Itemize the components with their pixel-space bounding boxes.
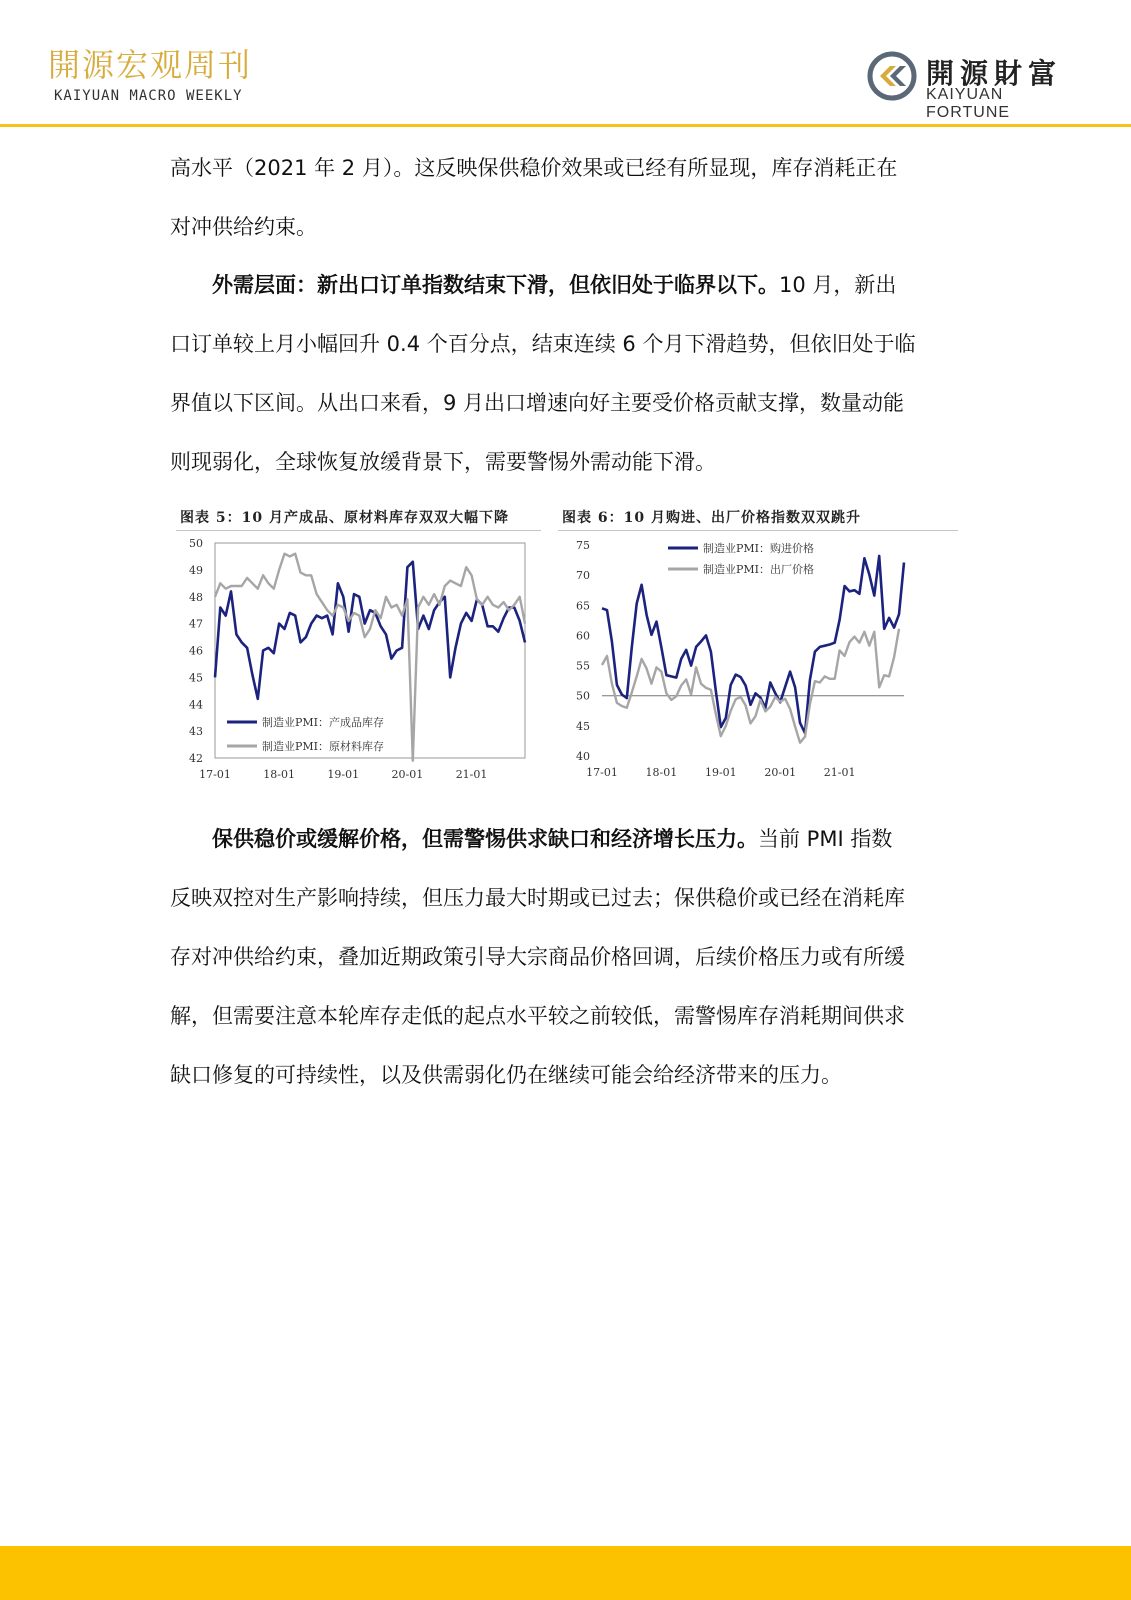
chart-title: 图表 5：10 月产成品、原材料库存双双大幅下降: [180, 510, 509, 526]
y-tick-label: 50: [189, 537, 203, 550]
text-line: 界值以下区间。从出口来看，9 月出口增速向好主要受价格贡献支撑，数量动能: [170, 391, 905, 415]
text-run: 当前 PMI 指数: [758, 827, 893, 851]
paragraph-heading: 保供稳价或缓解价格，但需警惕供求缺口和经济增长压力。: [212, 827, 758, 851]
y-tick-label: 75: [576, 539, 590, 552]
paragraph-conclusion: [170, 810, 962, 1105]
series-line: [602, 556, 904, 733]
header-divider: [0, 124, 1131, 127]
chart-title: 图表 6：10 月购进、出厂价格指数双双跳升: [562, 510, 861, 526]
legend-label: 制造业PMI：出厂价格: [703, 563, 815, 576]
x-tick-label: 21-01: [823, 766, 856, 779]
x-tick-label: 18-01: [645, 766, 678, 779]
kaiyuan-logo-icon: [866, 50, 918, 102]
paragraph-heading: 外需层面：新出口订单指数结束下滑，但依旧处于临界以下。: [212, 273, 779, 297]
y-tick-label: 49: [189, 563, 203, 577]
text-line: 存对冲供给约束，叠加近期政策引导大宗商品价格回调，后续价格压力或有所缓: [170, 945, 905, 969]
chart-inventory: [185, 537, 535, 800]
y-tick-label: 40: [576, 750, 590, 763]
x-tick-label: 17-01: [586, 766, 618, 779]
legend-label: 制造业PMI：产成品库存: [262, 716, 385, 729]
logo-english-name: KAIYUAN FORTUNE: [926, 86, 1011, 121]
y-tick-label: 60: [576, 629, 590, 643]
text-line: 对冲供给约束。: [170, 215, 317, 239]
y-tick-label: 65: [576, 599, 590, 613]
legend-label: 制造业PMI：原材料库存: [262, 740, 385, 753]
footer-bar: [0, 1546, 1131, 1600]
x-tick-label: 21-01: [455, 768, 488, 781]
x-tick-label: 20-01: [391, 768, 424, 781]
company-logo: [866, 50, 1086, 121]
text-line: 缺口修复的可持续性，以及供需弱化仍在继续可能会给经济带来的压力。: [170, 1063, 842, 1087]
x-tick-label: 17-01: [199, 768, 231, 781]
logo-chinese-name: 開源財富: [926, 57, 1063, 90]
y-tick-label: 45: [576, 719, 590, 733]
y-tick-label: 55: [576, 659, 590, 673]
series-line: [602, 629, 899, 743]
text-line: [170, 810, 962, 869]
y-tick-label: 44: [189, 698, 203, 712]
y-tick-label: 50: [576, 689, 590, 703]
text-line: 高水平（2021 年 2 月）。这反映保供稳价效果或已经有所显现，库存消耗正在: [170, 156, 898, 180]
report-title: 開源宏观周刊: [48, 46, 253, 84]
x-tick-label: 18-01: [263, 768, 295, 781]
text-line: 解，但需要注意本轮库存走低的起点水平较之前较低，需警惕库存消耗期间供求: [170, 1004, 905, 1028]
text-line: 口订单较上月小幅回升 0.4 个百分点，结束连续 6 个月下滑趋势，但依旧处于临: [170, 332, 916, 356]
y-tick-label: 48: [189, 590, 203, 604]
x-tick-label: 20-01: [764, 766, 797, 779]
y-tick-label: 43: [189, 725, 203, 739]
paragraph-inventory: [170, 139, 962, 257]
text-line: 则现弱化，全球恢复放缓背景下，需要警惕外需动能下滑。: [170, 450, 716, 474]
x-tick-label: 19-01: [704, 766, 737, 779]
chart-title-rule: [558, 530, 958, 531]
chart-title-rule: [176, 530, 541, 531]
y-tick-label: 45: [189, 671, 203, 685]
legend-label: 制造业PMI：购进价格: [703, 542, 815, 555]
text-line: [170, 256, 962, 315]
chart-prices: [576, 539, 942, 800]
text-run: 10 月，新出: [779, 273, 897, 297]
y-tick-label: 46: [189, 644, 203, 658]
text-line: 反映双控对生产影响持续，但压力最大时期或已过去；保供稳价或已经在消耗库: [170, 886, 905, 910]
paragraph-external-demand: [170, 256, 962, 492]
y-tick-label: 47: [189, 617, 203, 631]
report-subtitle: KAIYUAN MACRO WEEKLY: [54, 88, 243, 104]
y-tick-label: 42: [189, 752, 203, 765]
y-tick-label: 70: [576, 569, 590, 583]
x-tick-label: 19-01: [327, 768, 360, 781]
